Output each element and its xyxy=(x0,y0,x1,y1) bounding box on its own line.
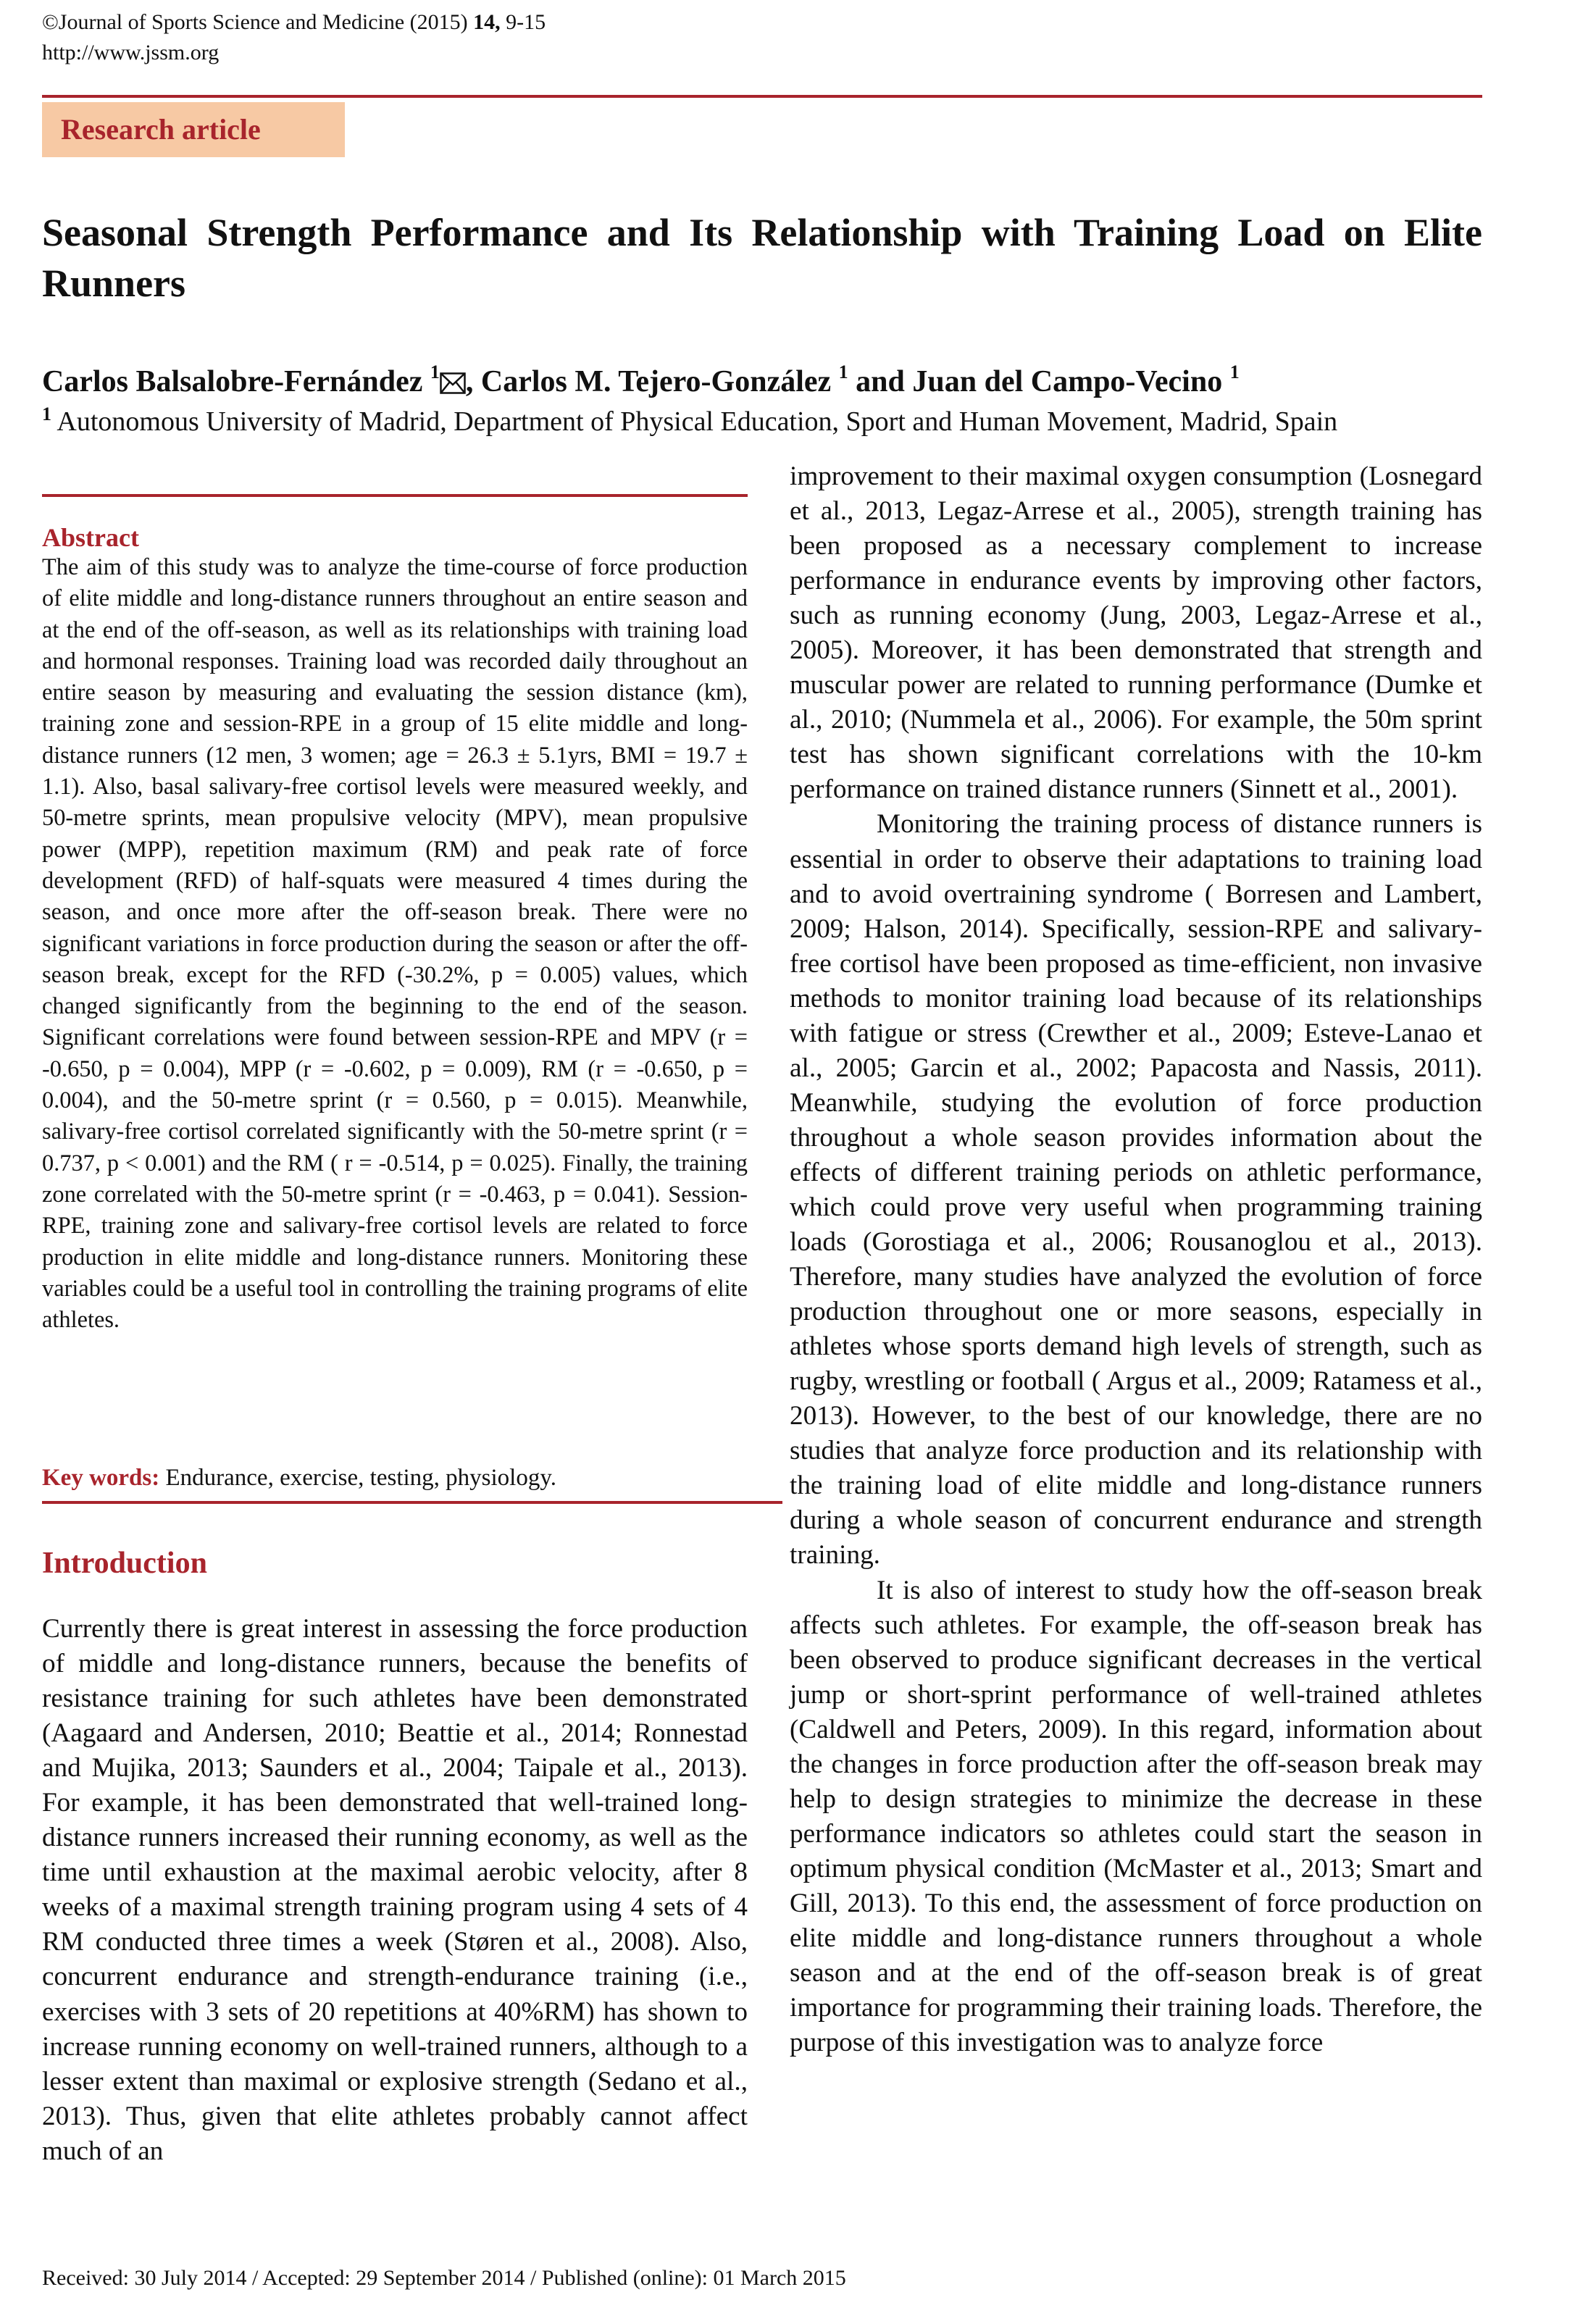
author-affiliation-marker: 1 xyxy=(838,361,848,382)
abstract-text: The aim of this study was to analyze the time-course of force production of elite middle and long-distance runners throughout an entire season and at the end of the off-season, as well as its relationships with training load and hormonal responses. Training load was recorded daily throughout an entire season by measuring and evaluating the session distance (km), training zone and session-RPE in a group of 15 elite middle and long-distance runners (12 men, 3 women; age = 26.3 ± 5.1yrs, BMI = 19.7 ± 1.1). Also, basal salivary-free cortisol levels were measured weekly, and 50-metre sprints, mean propulsive velocity (MPV), mean propulsive power (MPP), repetition maximum (RM) and peak rate of force development (RFD) of half-squats were measured 4 times during the season, and once more after the off-season break. There were no significant variations in force production during the season or after the off-season break, except for the RFD (-30.2%, p = 0.005) values, which changed significantly from the beginning to the end of the season. Significant correlations were found between session-RPE and MPV (r = -0.650, p = 0.004), MPP (r = -0.602, p = 0.009), RM (r = -0.650, p = 0.004), and the 50-metre sprint (r = 0.560, p = 0.015). Meanwhile, salivary-free cortisol correlated significantly with the 50-metre sprint (r = 0.737, p < 0.001) and the RM ( r = -0.514, p = 0.025). Finally, the training zone correlated with the 50-metre sprint (r = -0.463, p = 0.041). Session-RPE, training zone and salivary-free cortisol levels are related to force production in elite middle and long-distance runners. Monitoring these variables could be a useful tool in controlling the training programs of elite athletes. xyxy=(42,554,748,1334)
body-paragraph: It is also of interest to study how the off-season break affects such athletes. For example, the off-season break has been observed to produce significant decreases in the vertical jump or short-sprint performance of well-trained athletes (Caldwell and Peters, 2009). In this regard, information about the changes in force production after the off-season break may help to design strategies to minimize the decrease in these performance indicators so athletes could start the season in optimum physical condition (McMaster et al., 2013; Smart and Gill, 2013). To this end, the assessment of force production on elite middle and long-distance runners throughout a whole season and at the end of the off-season break is of great importance for programming their training loads. Therefore, the purpose of this investigation was to analyze force xyxy=(790,1575,1482,2058)
article-type-badge: Research article xyxy=(42,102,345,157)
abstract-bottom-divider xyxy=(42,1501,782,1504)
introduction-heading: Introduction xyxy=(42,1547,207,1580)
author-affiliation-marker: 1 xyxy=(1229,361,1240,382)
body-paragraph: Monitoring the training process of distance runners is essential in order to observe their adaptations to training load and to avoid overtraining syndrome ( Borresen and Lambert, 2009; Halson, 2014). Specifically, session-RPE and salivary-free cortisol have been proposed as time-efficient, non invasive methods to monitor training load because of its relationships with fatigue or stress (Crewther et al., 2009; Esteve-Lanao et al., 2005; Garcin et al., 2002; Papacosta and Nassis, 2011). Meanwhile, studying the evolution of force production throughout a whole season provides information about the effects of different training periods on athletic performance, which could prove very useful when programming training loads (Gorostiaga et al., 2006; Rousanoglou et al., 2013). Therefore, many studies have analyzed the evolution of force production throughout one or more seasons, especially in athletes whose sports demand high levels of strength, such as rugby, wrestling or football ( Argus et al., 2009; Ratamess et al., 2013). However, to the best of our knowledge, there are no studies that analyze force production and its relationship with the training load of elite middle and long-distance runners during a whole season of concurrent endurance and strength training. xyxy=(790,809,1482,1571)
author-separator: , xyxy=(465,365,481,398)
body-paragraph: improvement to their maximal oxygen consumption (Losnegard et al., 2013, Legaz-Arrese et al., 2005), strength training has been proposed as a necessary complement to increase performance in endurance events by improving other factors, such as running economy (Jung, 2003, Legaz-Arrese et al., 2005). Moreover, it has been demonstrated that strength and muscular power are related to running performance (Dumke et al., 2010; (Nummela et al., 2006). For example, the 50m sprint test has shown significant correlations with the 10-km performance on trained distance runners (Sinnett et al., 2001). xyxy=(790,461,1482,805)
author-affiliation-marker: 1 xyxy=(430,361,440,382)
affiliation-marker: 1 xyxy=(42,403,51,425)
journal-volume: 14, xyxy=(473,10,501,34)
author-name: Juan del Campo-Vecino xyxy=(912,365,1223,398)
keywords-list: Endurance, exercise, testing, physiology. xyxy=(159,1465,556,1491)
author-name: Carlos M. Tejero-González xyxy=(480,365,832,398)
article-title: Seasonal Strength Performance and Its Relationship with Training Load on Elite Runners xyxy=(42,211,1482,305)
introduction-left-column: Currently there is great interest in assessing the force production of middle and long-distance runners, because the benefits of resistance training for such athletes have been demonstrated (Aagaard and Andersen, 2010; Beattie et al., 2014; Ronnestad and Mujika, 2013; Saunders et al., 2004; Taipale et al., 2013). For example, it has been demonstrated that well-trained long-distance runners increased their running economy, as well as the time until exhaustion at the maximal aerobic velocity, after 8 weeks of a maximal strength training program using 4 sets of 4 RM conducted three times a week (Støren et al., 2008). Also, concurrent endurance and strength-endurance training (i.e., exercises with 3 sets of 20 repetitions at 40%RM) has shown to increase running economy on well-trained runners, although to a lesser extent than maximal or explosive strength (Sedano et al., 2013). Thus, given that elite athletes probably cannot affect much of an xyxy=(42,1614,748,2166)
header-divider xyxy=(42,95,1482,98)
journal-name: ©Journal of Sports Science and Medicine (2015) xyxy=(42,10,474,34)
publication-dates: Received: 30 July 2014 / Accepted: 29 September 2014 / Published (online): 01 March 2015 xyxy=(42,2266,846,2290)
journal-url[interactable]: http://www.jssm.org xyxy=(42,41,220,64)
affiliation-text: Autonomous University of Madrid, Department of Physical Education, Sport and Human Movement, Madrid, Spain xyxy=(57,406,1338,437)
introduction-right-column xyxy=(790,459,1482,2060)
journal-pages: 9-15 xyxy=(500,10,546,34)
author-separator: and xyxy=(848,365,913,398)
abstract-top-divider xyxy=(42,494,748,497)
abstract-heading: Abstract xyxy=(42,523,139,552)
journal-citation xyxy=(42,7,546,38)
keywords-label: Key words: xyxy=(42,1465,160,1491)
keywords xyxy=(42,1462,556,1494)
author-name: Carlos Balsalobre-Fernández xyxy=(42,365,423,398)
affiliation xyxy=(42,395,1337,441)
